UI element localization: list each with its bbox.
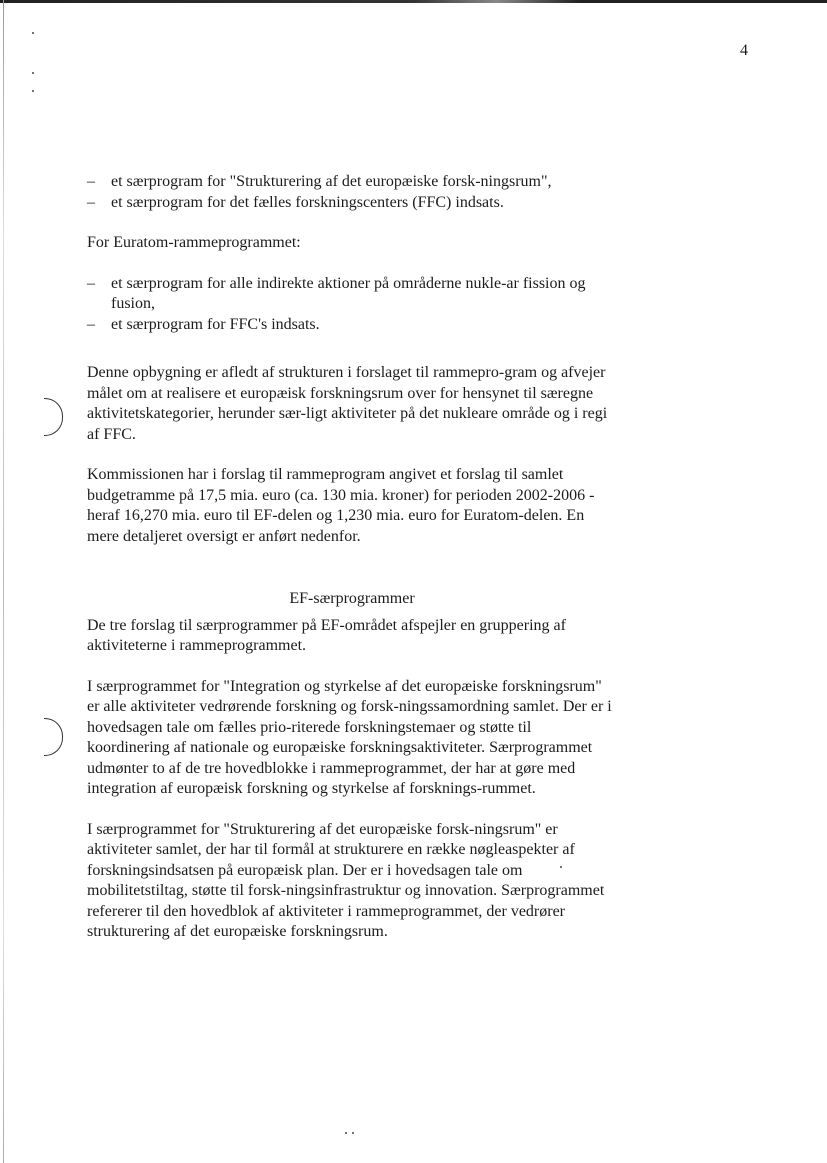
structure-paragraph: Denne opbygning er afledt af strukturen i forslaget til rammepro-gram og afvejer målet om at realisere et europæisk forskningsrum over for hensynet til særegne aktivitetskategorier, herunder sær-ligt aktiviteter på det nukleare område og i regi af FFC.: [87, 364, 608, 443]
scan-speck: [345, 1132, 347, 1134]
three-proposals-paragraph: De tre forslag til særprogrammer på EF-området afspejler en gruppering af aktiviteterne i rammeprogrammet.: [87, 616, 566, 654]
structuring-paragraph: I særprogrammet for "Strukturering af det europæiske forsk-ningsrum" er aktiviteter samlet, der har til formål at strukturere en række nøgleaspekter af forskningsindsatsen på europæisk plan. Der er i hovedsagen tale om mobilitetstiltag, støtte til forsk-ningsinfrastruktur og innovation. Særprogrammet refererer til den hovedblok af aktiviteter i rammeprogrammet, der vedrører strukturering af det europæiske forskningsrum.: [87, 820, 605, 940]
list-item: – et særprogram for FFC's indsats.: [87, 315, 617, 336]
integration-paragraph: I særprogrammet for "Integration og styrkelse af det europæiske forskningsrum" er alle aktiviteter vedrørende forskning og forsk-ningssamordning samlet. Der er i hovedsagen tale om fælles prio-riterede forskningstemaer og støtte til koordinering af nationale og europæiske forskningsaktiviteter. Særprogrammet udmønter to af de tre hovedblokke i rammeprogrammet, der har at gøre med integration af europæisk forskning og styrkelse af forsknings-rummet.: [87, 677, 612, 797]
scan-speck: [32, 32, 34, 34]
scan-top-border: [0, 0, 827, 3]
euratom-intro: For Euratom-rammeprogrammet:: [87, 234, 301, 251]
section-heading: EF-særprogrammer: [289, 590, 415, 607]
scan-left-edge: [3, 0, 4, 1163]
euratom-program-list: [87, 274, 617, 336]
ef-program-list: [87, 172, 617, 213]
document-body: [87, 172, 617, 943]
punch-hole-mark: [44, 398, 63, 436]
list-item: – et særprogram for det fælles forskningscenters (FFC) indsats.: [87, 193, 617, 214]
list-item: – et særprogram for alle indirekte aktioner på områderne nukle-ar fission og fusion,: [87, 274, 617, 315]
page-number: 4: [740, 42, 748, 59]
scan-speck: [352, 1132, 354, 1134]
list-item: – et særprogram for "Strukturering af det europæiske forsk-ningsrum",: [87, 172, 617, 193]
scan-speck: [32, 72, 34, 74]
punch-hole-mark: [44, 718, 63, 756]
scan-speck: [32, 90, 34, 92]
budget-paragraph: Kommissionen har i forslag til rammeprogram angivet et forslag til samlet budgetramme på 17,5 mia. euro (ca. 130 mia. kroner) for perioden 2002-2006 - heraf 16,270 mia. euro til EF-delen og 1,230 mia. euro for Euratom-delen. En mere detaljeret oversigt er anført nedenfor.: [87, 466, 595, 545]
